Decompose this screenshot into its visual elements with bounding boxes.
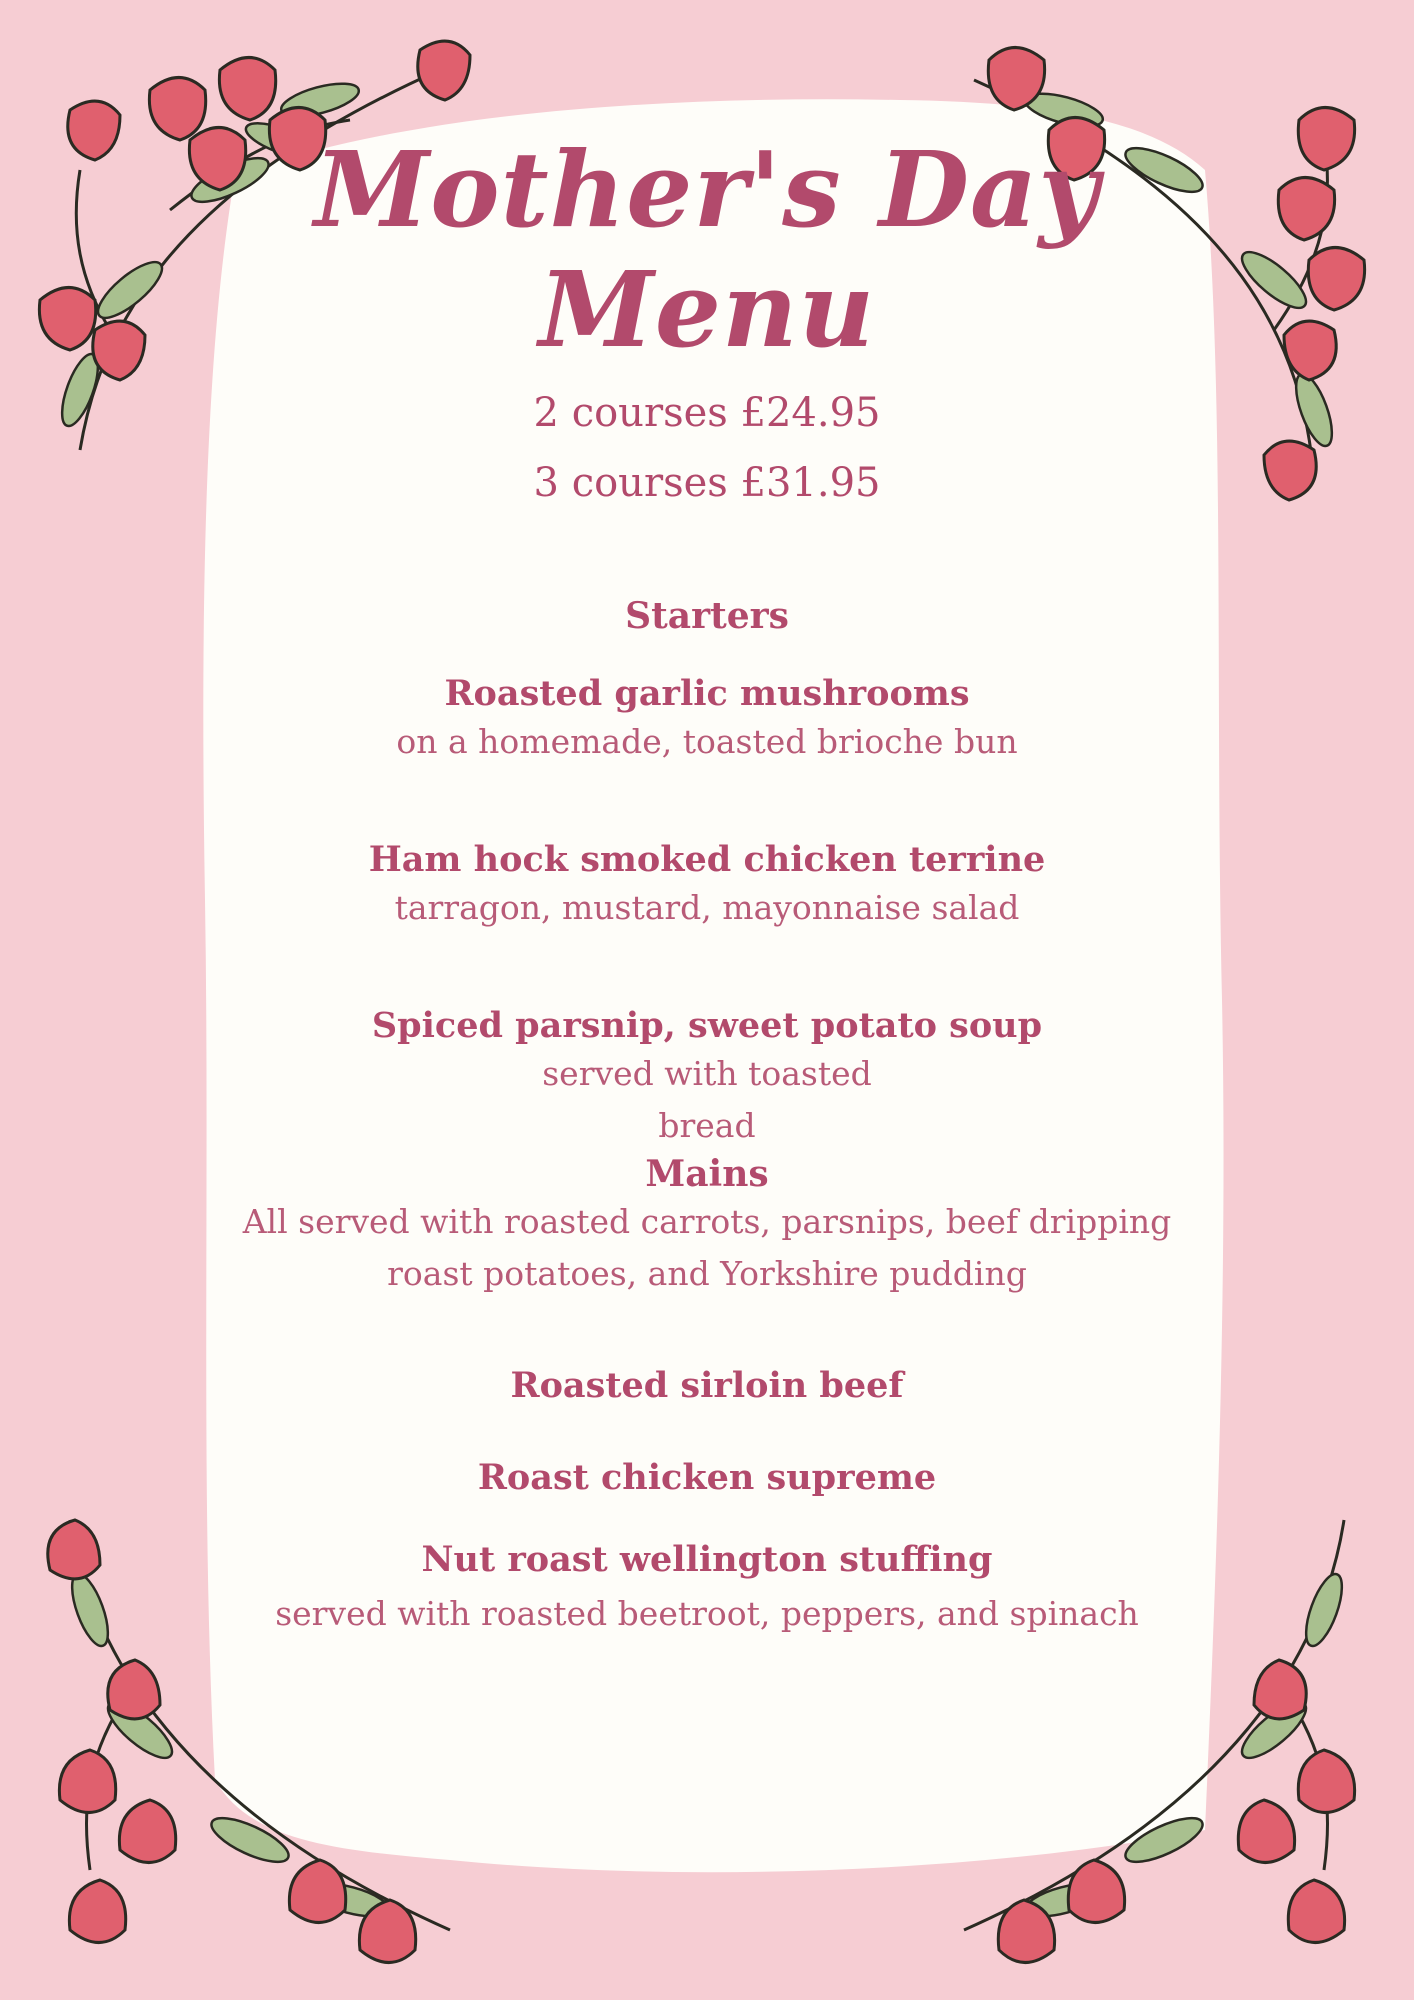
starter-item-desc: on a homemade, toasted brioche bun — [396, 722, 1018, 761]
main-item-name: Nut roast wellington stuffing — [421, 1539, 993, 1580]
menu-title — [200, 130, 1214, 370]
price-two-courses: 2 courses £24.95 — [533, 390, 881, 436]
menu-content — [200, 120, 1214, 1640]
starter-item-desc: bread — [658, 1106, 756, 1145]
main-item-desc: served with roasted beetroot, peppers, and spinach — [275, 1594, 1139, 1633]
main-item-name: Roast chicken supreme — [477, 1457, 937, 1498]
starters-heading: Starters — [625, 595, 789, 637]
starter-item-desc: tarragon, mustard, mayonnaise salad — [394, 888, 1020, 927]
mains-intro: All served with roasted carrots, parsnips, beef dripping — [242, 1202, 1172, 1241]
starter-item-name: Roasted garlic mushrooms — [444, 673, 970, 714]
title-line-2: Menu — [538, 248, 876, 371]
price-list — [200, 378, 1214, 518]
starter-item-name: Spiced parsnip, sweet potato soup — [371, 1005, 1043, 1046]
mains-intro: roast potatoes, and Yorkshire pudding — [387, 1254, 1027, 1293]
title-line-1: Mother's Day — [314, 128, 1100, 251]
main-item-name: Roasted sirloin beef — [510, 1365, 904, 1406]
mains-heading: Mains — [645, 1153, 769, 1195]
starter-item-desc: served with toasted — [542, 1054, 872, 1093]
price-three-courses: 3 courses £31.95 — [533, 460, 881, 506]
starter-item-name: Ham hock smoked chicken terrine — [368, 839, 1046, 880]
